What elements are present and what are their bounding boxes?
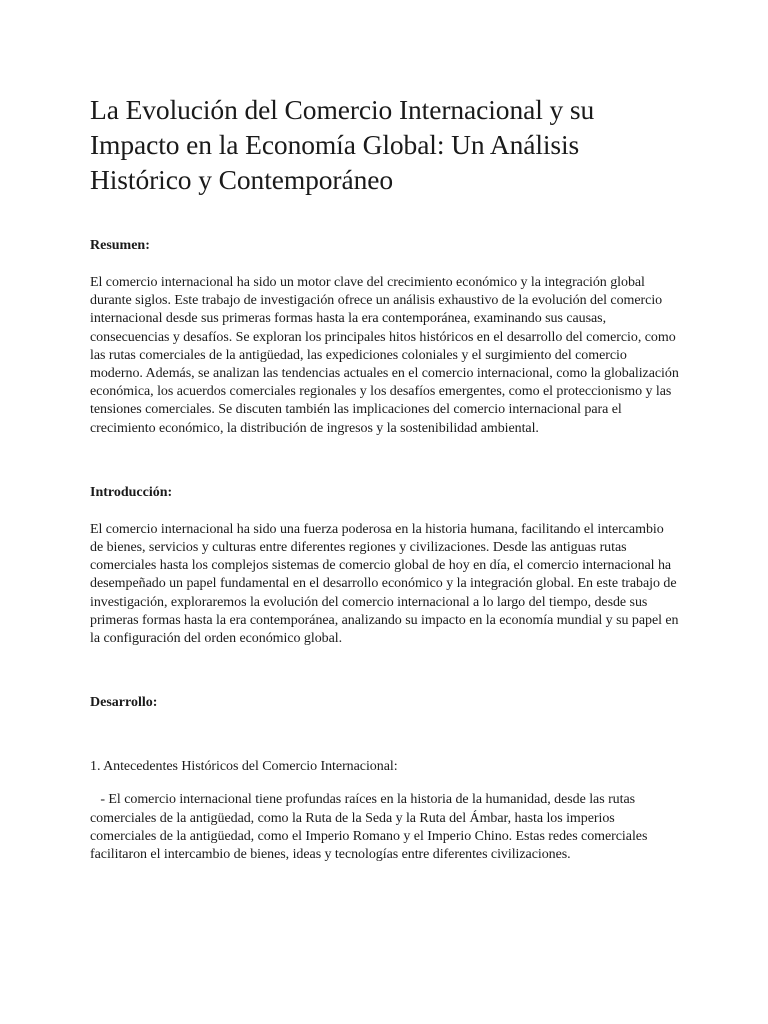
document-page: [90, 92, 680, 864]
introduction-heading: Introducción:: [90, 484, 173, 500]
introduction-text: El comercio internacional ha sido una fuerza poderosa en la historia humana, facilitando el intercambio de bienes, servicios y culturas entre diferentes regiones y civilizaciones. Desde las antiguas rutas comerciales hasta los complejos sistemas de comercio global de hoy en día, el comercio internacional ha desempeñado un papel fundamental en el desarrollo económico y la integración global. En este trabajo de investigación, exploraremos la evolución del comercio internacional a lo largo del tiempo, desde sus primeras formas hasta la era contemporánea, analizando su impacto en la economía mundial y su papel en la configuración del orden económico global.: [90, 521, 679, 647]
abstract-heading: Resumen:: [90, 238, 150, 253]
abstract-text: El comercio internacional ha sido un motor clave del crecimiento económico y la integración global durante siglos. Este trabajo de investigación ofrece un análisis exhaustivo de la evolución del comercio internacional desde sus primeras formas hasta la era contemporánea, examinando sus causas, consecuencias y desafíos. Se exploran los principales hitos históricos en el desarrollo del comercio, como las rutas comerciales de la antigüedad, las expediciones coloniales y el surgimiento del comercio moderno. Además, se analizan las tendencias actuales en el comercio internacional, como la globalización económica, los acuerdos comerciales regionales y los desafíos emergentes, como el proteccionismo y las tensiones comerciales. Se discuten también las implicaciones del comercio internacional para el crecimiento económico, la distribución de ingresos y la sostenibilidad ambiental.: [90, 275, 679, 436]
development-heading: Desarrollo:: [90, 695, 158, 711]
document-title: La Evolución del Comercio Internacional y su Impacto en la Economía Global: Un Análisis Histórico y Contemporáneo: [90, 94, 595, 195]
subsection-1-title: 1. Antecedentes Históricos del Comercio Internacional:: [90, 759, 398, 775]
subsection-1-text: - El comercio internacional tiene profundas raíces en la historia de la humanidad, desde las rutas comerciales de la antigüedad, como la Ruta de la Seda y la Ruta del Ámbar, hasta los imperios comerciales de la antigüedad, como el Imperio Romano y el Imperio Chino. Estas redes comerciales facilitaron el intercambio de bienes, ideas y tecnologías entre diferentes civilizaciones.: [90, 792, 651, 863]
